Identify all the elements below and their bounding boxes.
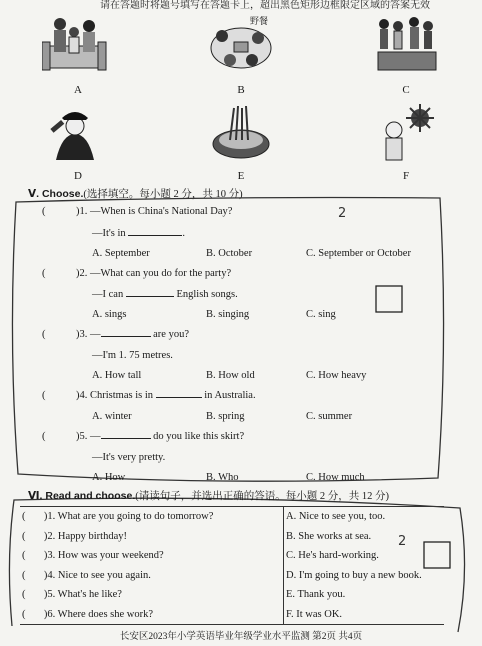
matching-answer: C. He's hard-working. <box>286 550 379 562</box>
table-row <box>20 605 444 625</box>
question-5-close-paren: ) <box>76 431 80 442</box>
question-4-close-paren: ) <box>76 390 80 401</box>
question-1 <box>76 206 232 217</box>
matching-answer: B. She works at sea. <box>286 530 372 542</box>
option-a: A. sings <box>92 309 127 320</box>
matching-question: ( )2. Happy birthday! <box>20 527 284 547</box>
page-footer: 长安区2023年小学英语毕业年级学业水平监测 第2页 共4页 <box>119 632 363 642</box>
option-b: B. How old <box>206 370 255 381</box>
matching-question-text: 6. Where does she work? <box>47 608 154 620</box>
option-b: B. singing <box>206 309 250 320</box>
section5-title-en: Ⅴ. Choose. <box>28 188 84 200</box>
matching-question: ( )1. What are you going to do tomorrow? <box>20 507 284 527</box>
option-b: B. October <box>206 248 253 259</box>
option-a: A. How tall <box>92 370 142 381</box>
option-c: C. How much <box>306 472 365 483</box>
picture-label-a: A <box>74 84 82 96</box>
question-5-line2: —It's very pretty. <box>92 452 166 463</box>
answer-paren-open: ( <box>42 206 46 217</box>
section5-title-cn: (选择填空。每小题 2 分，共 10 分) <box>83 189 243 200</box>
table-row <box>20 507 444 527</box>
matching-question-text: 4. Nice to see you again. <box>47 569 151 581</box>
question-3-stem: 3. — <box>79 329 101 340</box>
question-2-close-paren: ) <box>76 268 80 279</box>
picture-label-f: F <box>402 170 410 182</box>
question-1-stem: 1. —When is China's National Day? <box>79 206 233 217</box>
option-c: C. summer <box>306 411 353 422</box>
question-2-line2 <box>92 289 238 300</box>
question-1-line2-end: . <box>182 228 185 239</box>
option-a: A. September <box>92 248 150 259</box>
section6-title-cn: (请读句子，并选出正确的答语。每小题 2 分，共 12 分) <box>135 491 389 502</box>
question-2-line2-text: —I can <box>92 289 124 300</box>
question-2 <box>76 268 231 279</box>
matching-question-text: 2. Happy birthday! <box>47 530 127 542</box>
question-5-stem-end: do you like this skirt? <box>153 431 245 442</box>
option-c: C. September or October <box>306 248 411 259</box>
question-5-stem: 5. — <box>79 431 101 442</box>
option-a: A. How <box>92 472 126 483</box>
header-cut-text: 请在答题时将题号填写在答题卡上，超出黑色矩形边框限定区域的答案无效 <box>100 0 430 11</box>
matching-answer: D. I'm going to buy a new book. <box>286 569 422 581</box>
answer-blank <box>126 296 174 297</box>
section6-title-en: Ⅵ. Read and choose. <box>28 490 136 502</box>
matching-table <box>20 506 444 625</box>
matching-question-text: 5. What's he like? <box>47 589 122 601</box>
question-4-stem: 4. Christmas is in <box>79 390 154 401</box>
answer-blank <box>101 438 151 439</box>
question-4 <box>76 390 256 401</box>
answer-blank <box>128 235 182 236</box>
question-3-line2: —I'm 1. 75 metres. <box>92 350 173 361</box>
question-2-stem: 2. —What can you do for the party? <box>79 268 232 279</box>
question-1-line2-text: —It's in <box>92 228 126 239</box>
table-row <box>20 527 444 547</box>
answer-blank <box>156 397 202 398</box>
question-3-stem-end: are you? <box>153 329 189 340</box>
matching-answer: F. It was OK. <box>284 605 445 625</box>
matching-question-text: 1. What are you going to do tomorrow? <box>47 511 214 523</box>
table-row <box>20 566 444 586</box>
question-2-line2-end: English songs. <box>176 289 238 300</box>
answer-paren-open: ( <box>42 390 46 401</box>
option-b: B. Who <box>206 472 239 483</box>
question-3-close-paren: ) <box>76 329 80 340</box>
question-3 <box>76 329 189 340</box>
matching-question: ( )5. What's he like? <box>20 585 284 605</box>
option-b: B. spring <box>206 411 245 422</box>
picture-label-b: B <box>237 84 245 96</box>
matching-question-text: 3. How was your weekend? <box>47 550 164 562</box>
handwritten-mark-1: 2 <box>338 206 347 221</box>
matching-answer: A. Nice to see you, too. <box>284 507 445 527</box>
question-4-stem-end: in Australia. <box>204 390 256 401</box>
matching-question: ( )4. Nice to see you again. <box>20 566 284 586</box>
matching-answer: E. Thank you. <box>286 589 346 601</box>
option-c: C. How heavy <box>306 370 367 381</box>
picture-label-d: D <box>74 170 82 182</box>
table-row <box>20 585 444 605</box>
question-5 <box>76 431 244 442</box>
answer-paren-open: ( <box>42 268 46 279</box>
picture-label-c: C <box>402 84 410 96</box>
picnic-caption: 野餐 <box>250 17 269 27</box>
answer-blank <box>101 336 151 337</box>
question-1-close-paren: ) <box>76 206 80 217</box>
option-c: C. sing <box>306 309 336 320</box>
answer-paren-open: ( <box>42 329 46 340</box>
matching-question: ( )6. Where does she work? <box>20 605 284 625</box>
handwritten-mark-2: 2 <box>398 534 407 549</box>
table-row <box>20 546 444 566</box>
question-1-line2 <box>92 228 185 239</box>
section6-title <box>28 488 389 503</box>
picture-label-e: E <box>237 170 245 182</box>
matching-question: ( )3. How was your weekend? <box>20 546 284 566</box>
option-a: A. winter <box>92 411 132 422</box>
answer-paren-open: ( <box>42 431 46 442</box>
